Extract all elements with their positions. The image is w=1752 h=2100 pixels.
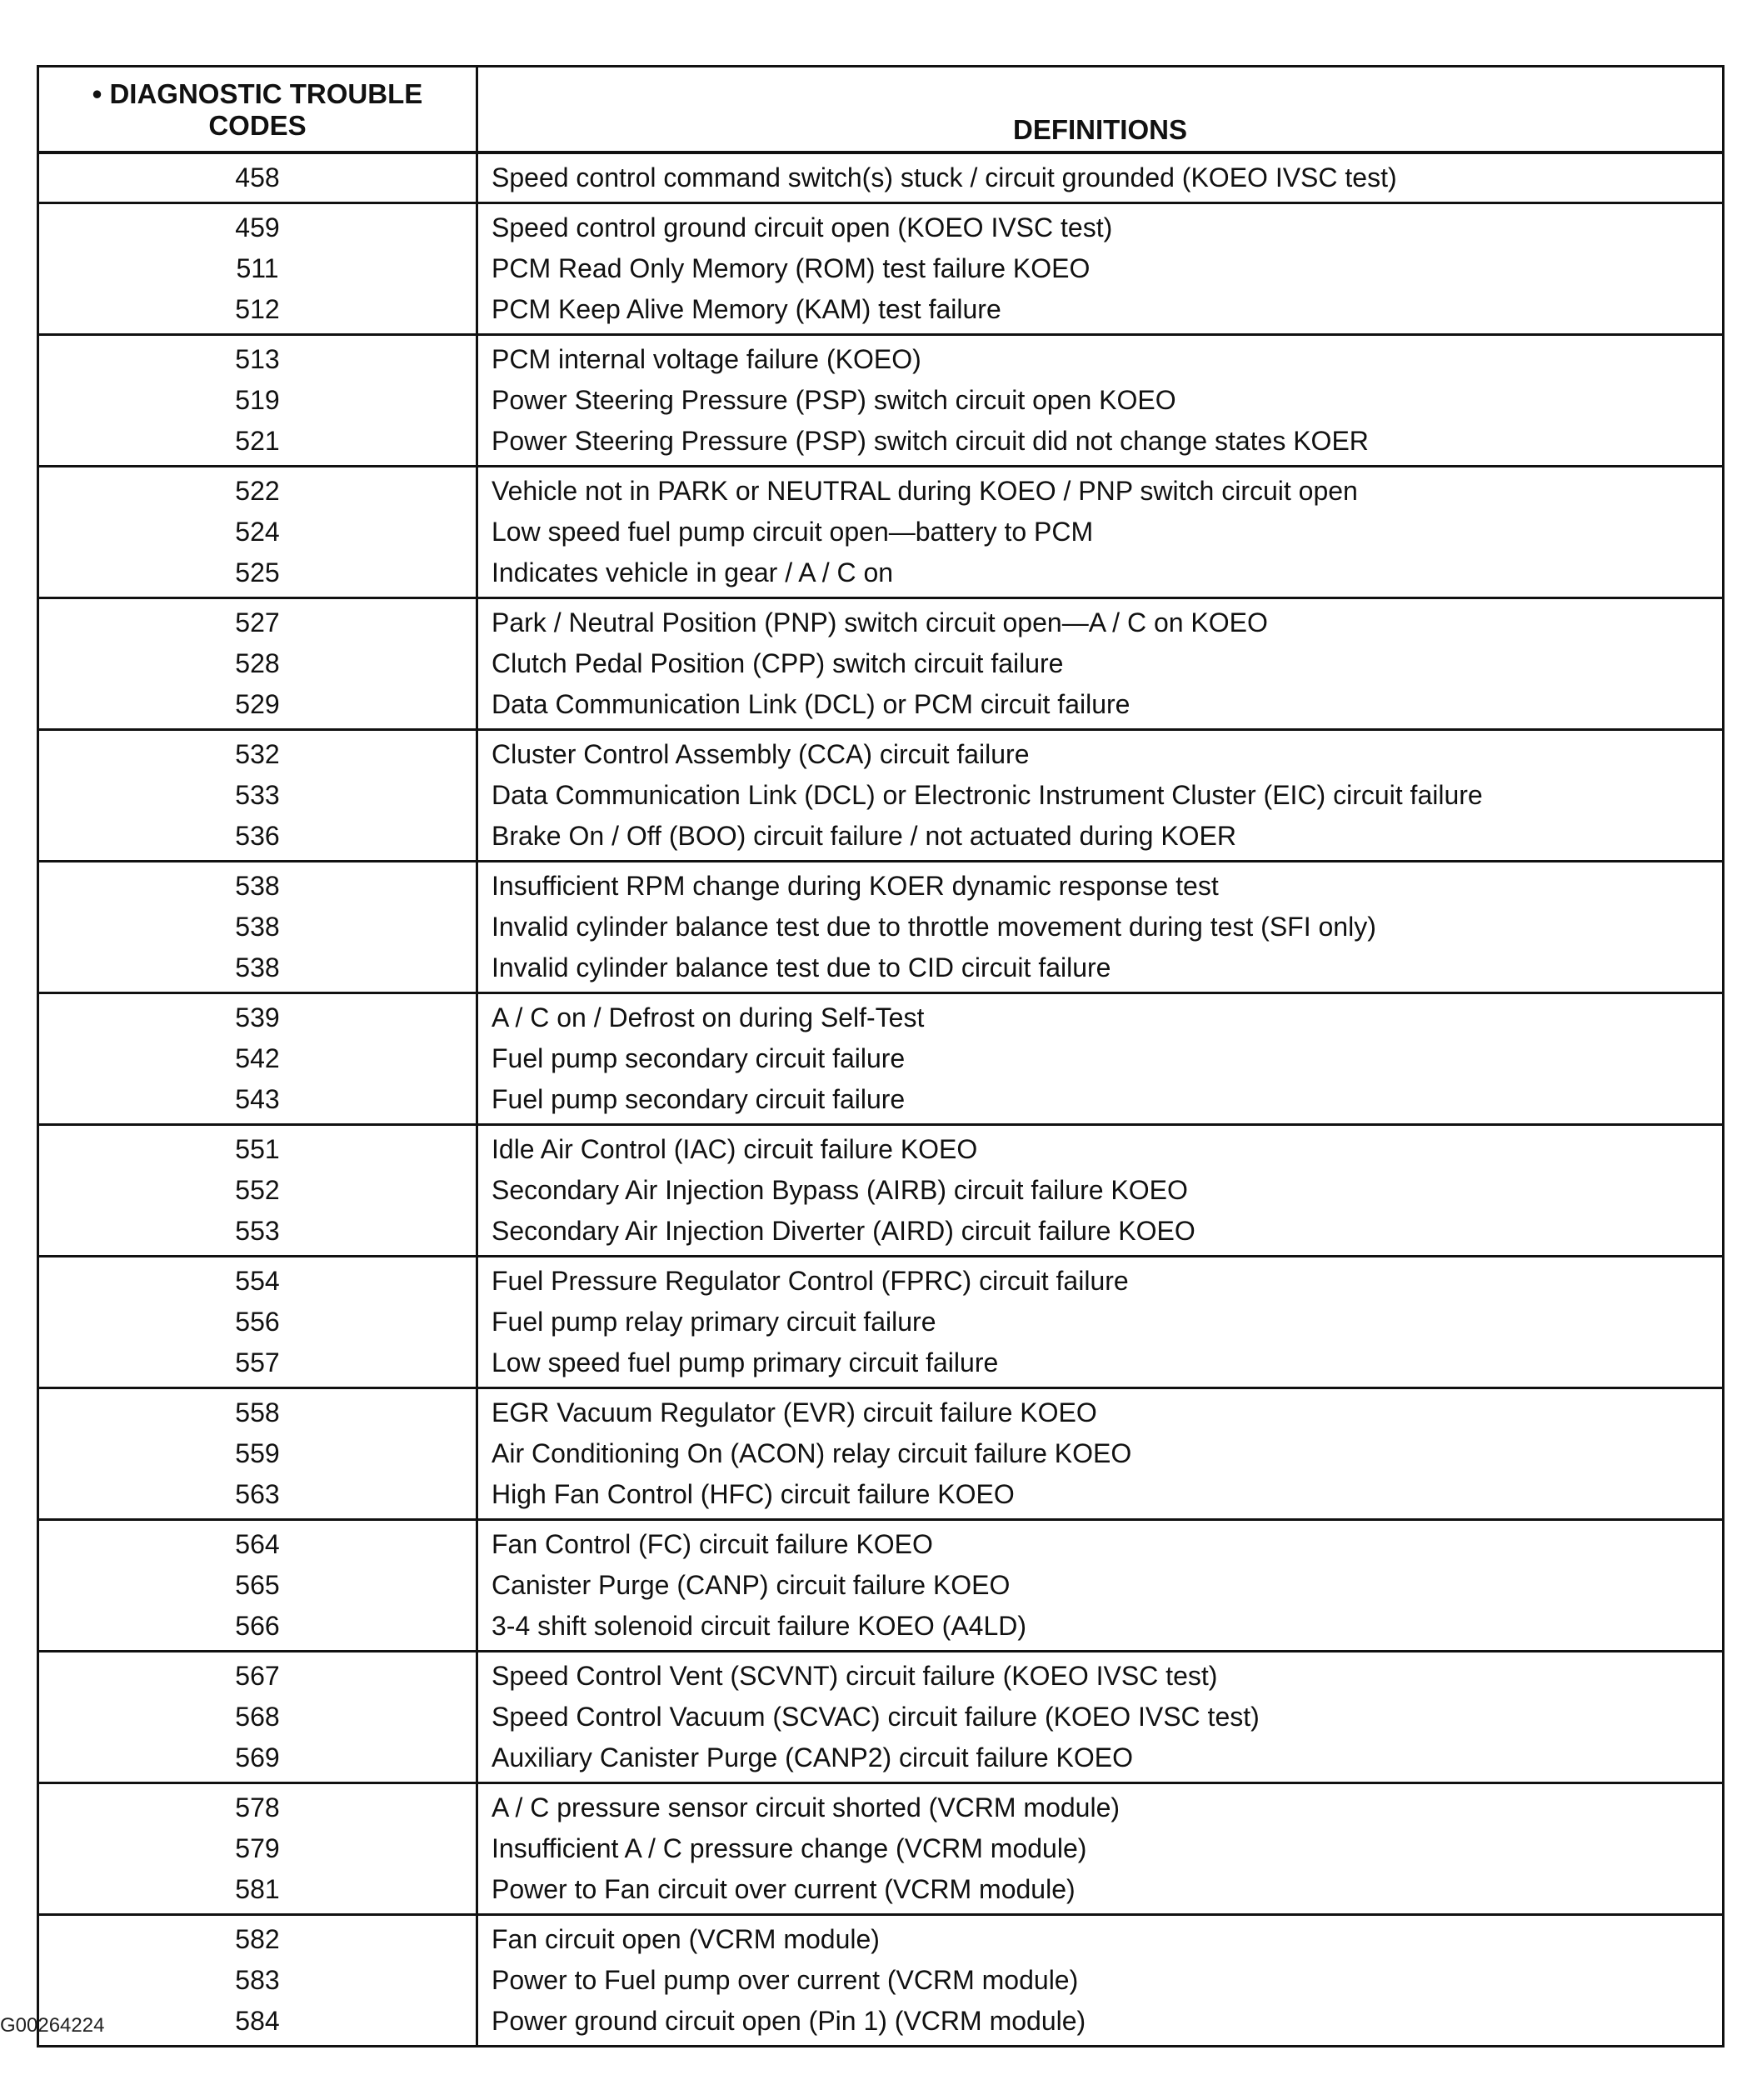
code-cell — [39, 204, 478, 333]
trouble-code: 458 — [235, 162, 280, 192]
definition-cell — [478, 731, 1722, 860]
trouble-code: 567 — [235, 1661, 280, 1691]
table-row-group — [39, 204, 1722, 336]
code-definition: Power to Fan circuit over current (VCRM module) — [492, 1874, 1076, 1904]
code-cell — [39, 731, 478, 860]
code-definition: PCM Read Only Memory (ROM) test failure KOEO — [492, 253, 1091, 283]
trouble-code: 582 — [235, 1924, 280, 1954]
code-cell — [39, 1784, 478, 1913]
trouble-code: 578 — [235, 1792, 280, 1822]
table-header — [39, 68, 1722, 154]
code-definition: Fan Control (FC) circuit failure KOEO — [492, 1529, 933, 1559]
definition-cell — [478, 599, 1722, 728]
trouble-code: 569 — [235, 1742, 280, 1772]
trouble-code: 524 — [235, 517, 280, 547]
trouble-code: 559 — [235, 1438, 280, 1468]
code-definition: Low speed fuel pump primary circuit failure — [492, 1348, 999, 1378]
definition-cell — [478, 994, 1722, 1123]
trouble-code: 513 — [235, 344, 280, 374]
table-row-group — [39, 1784, 1722, 1916]
code-definition: A / C pressure sensor circuit shorted (VCRM module) — [492, 1792, 1121, 1822]
definition-cell — [478, 204, 1722, 333]
code-cell — [39, 1258, 478, 1387]
trouble-code: 519 — [235, 385, 280, 415]
trouble-code: 584 — [235, 2006, 280, 2036]
trouble-code: 538 — [235, 952, 280, 982]
table-body — [39, 154, 1722, 2045]
code-cell — [39, 1389, 478, 1518]
code-definition: Fuel pump relay primary circuit failure — [492, 1307, 936, 1337]
trouble-code: 554 — [235, 1266, 280, 1296]
trouble-code: 565 — [235, 1570, 280, 1600]
code-definition: High Fan Control (HFC) circuit failure KOEO — [492, 1479, 1015, 1509]
trouble-code: 556 — [235, 1307, 280, 1337]
code-definition: Fuel Pressure Regulator Control (FPRC) circuit failure — [492, 1266, 1129, 1296]
code-definition: Power Steering Pressure (PSP) switch circuit open KOEO — [492, 385, 1176, 415]
code-definition: Power ground circuit open (Pin 1) (VCRM module) — [492, 2006, 1086, 2036]
code-cell — [39, 1652, 478, 1782]
code-definition: Secondary Air Injection Diverter (AIRD) circuit failure KOEO — [492, 1216, 1195, 1246]
code-definition: Insufficient RPM change during KOER dynamic response test — [492, 871, 1219, 901]
code-definition: Canister Purge (CANP) circuit failure KOEO — [492, 1570, 1011, 1600]
table-row-group — [39, 731, 1722, 862]
code-definition: Indicates vehicle in gear / A / C on — [492, 558, 894, 588]
table-row-group — [39, 1126, 1722, 1258]
code-definition: Park / Neutral Position (PNP) switch circuit open—A / C on KOEO — [492, 608, 1268, 638]
trouble-code: 583 — [235, 1965, 280, 1995]
dtc-table — [37, 65, 1725, 2048]
table-row-group — [39, 154, 1722, 204]
code-definition: Speed control ground circuit open (KOEO IVSC test) — [492, 212, 1113, 242]
code-definition: Power to Fuel pump over current (VCRM module) — [492, 1965, 1079, 1995]
code-definition: Air Conditioning On (ACON) relay circuit failure KOEO — [492, 1438, 1132, 1468]
code-cell — [39, 994, 478, 1123]
code-definition: Invalid cylinder balance test due to throttle movement during test (SFI only) — [492, 912, 1376, 942]
trouble-code: 511 — [236, 253, 279, 283]
definition-cell — [478, 862, 1722, 992]
code-definition: Speed Control Vent (SCVNT) circuit failure (KOEO IVSC test) — [492, 1661, 1218, 1691]
trouble-code: 459 — [235, 212, 280, 242]
definition-cell — [478, 468, 1722, 597]
code-definition: Fuel pump secondary circuit failure — [492, 1043, 906, 1073]
definition-cell — [478, 1258, 1722, 1387]
table-row-group — [39, 468, 1722, 599]
trouble-code: 563 — [235, 1479, 280, 1509]
trouble-code: 568 — [235, 1702, 280, 1732]
code-definition: Fuel pump secondary circuit failure — [492, 1084, 906, 1114]
definition-cell — [478, 1521, 1722, 1650]
trouble-code: 543 — [235, 1084, 280, 1114]
trouble-code: 538 — [235, 871, 280, 901]
code-cell — [39, 862, 478, 992]
table-row-group — [39, 599, 1722, 731]
code-definition: Data Communication Link (DCL) or PCM circuit failure — [492, 689, 1131, 719]
table-row-group — [39, 1521, 1722, 1652]
definition-cell — [478, 336, 1722, 465]
trouble-code: 542 — [235, 1043, 280, 1073]
code-cell — [39, 1916, 478, 2045]
table-row-group — [39, 1258, 1722, 1389]
code-cell — [39, 1521, 478, 1650]
code-definition: PCM Keep Alive Memory (KAM) test failure — [492, 294, 1001, 324]
trouble-code: 558 — [235, 1398, 280, 1428]
table-row-group — [39, 862, 1722, 994]
code-definition: Invalid cylinder balance test due to CID circuit failure — [492, 952, 1111, 982]
figure-reference: G00264224 — [0, 2014, 105, 2037]
code-definition: Speed Control Vacuum (SCVAC) circuit failure (KOEO IVSC test) — [492, 1702, 1260, 1732]
table-row-group — [39, 336, 1722, 468]
trouble-code: 552 — [235, 1175, 280, 1205]
code-definition: Insufficient A / C pressure change (VCRM module) — [492, 1833, 1087, 1863]
trouble-code: 528 — [235, 648, 280, 678]
code-cell — [39, 336, 478, 465]
trouble-code: 564 — [235, 1529, 280, 1559]
definition-cell — [478, 154, 1722, 202]
table-row-group — [39, 1916, 1722, 2045]
definition-cell — [478, 1916, 1722, 2045]
trouble-code: 557 — [235, 1348, 280, 1378]
code-definition: Vehicle not in PARK or NEUTRAL during KOEO / PNP switch circuit open — [492, 476, 1358, 506]
code-definition: Secondary Air Injection Bypass (AIRB) circuit failure KOEO — [492, 1175, 1188, 1205]
trouble-code: 525 — [235, 558, 280, 588]
trouble-code: 522 — [235, 476, 280, 506]
definition-cell — [478, 1652, 1722, 1782]
trouble-code: 533 — [235, 780, 280, 810]
trouble-code: 579 — [235, 1833, 280, 1863]
code-definition: Auxiliary Canister Purge (CANP2) circuit failure KOEO — [492, 1742, 1134, 1772]
definition-cell — [478, 1389, 1722, 1518]
table-row-group — [39, 994, 1722, 1126]
trouble-code: 521 — [235, 426, 280, 456]
trouble-code: 553 — [235, 1216, 280, 1246]
code-cell — [39, 468, 478, 597]
trouble-code: 529 — [235, 689, 280, 719]
code-definition: Idle Air Control (IAC) circuit failure KOEO — [492, 1134, 978, 1164]
codes-column-header: • DIAGNOSTIC TROUBLE CODES — [39, 68, 478, 151]
code-cell — [39, 1126, 478, 1255]
trouble-code: 539 — [235, 1002, 280, 1032]
trouble-code: 551 — [235, 1134, 280, 1164]
trouble-code: 536 — [235, 821, 280, 851]
code-definition: 3-4 shift solenoid circuit failure KOEO (A4LD) — [492, 1611, 1027, 1641]
definition-cell — [478, 1784, 1722, 1913]
trouble-code: 538 — [235, 912, 280, 942]
trouble-code: 532 — [235, 739, 280, 769]
code-definition: Cluster Control Assembly (CCA) circuit failure — [492, 739, 1030, 769]
code-definition: EGR Vacuum Regulator (EVR) circuit failure KOEO — [492, 1398, 1097, 1428]
code-definition: A / C on / Defrost on during Self-Test — [492, 1002, 925, 1032]
trouble-code: 566 — [235, 1611, 280, 1641]
code-definition: Brake On / Off (BOO) circuit failure / not actuated during KOER — [492, 821, 1236, 851]
code-definition: Low speed fuel pump circuit open—battery to PCM — [492, 517, 1094, 547]
code-definition: PCM internal voltage failure (KOEO) — [492, 344, 921, 374]
trouble-code: 581 — [235, 1874, 280, 1904]
code-cell — [39, 599, 478, 728]
code-definition: Clutch Pedal Position (CPP) switch circuit failure — [492, 648, 1064, 678]
code-cell — [39, 154, 478, 202]
code-definition: Fan circuit open (VCRM module) — [492, 1924, 880, 1954]
trouble-code: 512 — [235, 294, 280, 324]
definitions-column-header: DEFINITIONS — [1012, 114, 1187, 145]
trouble-code: 527 — [235, 608, 280, 638]
definition-cell — [478, 1126, 1722, 1255]
code-definition: Speed control command switch(s) stuck / circuit grounded (KOEO IVSC test) — [492, 162, 1397, 192]
code-definition: Power Steering Pressure (PSP) switch circuit did not change states KOER — [492, 426, 1369, 456]
table-row-group — [39, 1652, 1722, 1784]
table-row-group — [39, 1389, 1722, 1521]
code-definition: Data Communication Link (DCL) or Electronic Instrument Cluster (EIC) circuit failure — [492, 780, 1483, 810]
